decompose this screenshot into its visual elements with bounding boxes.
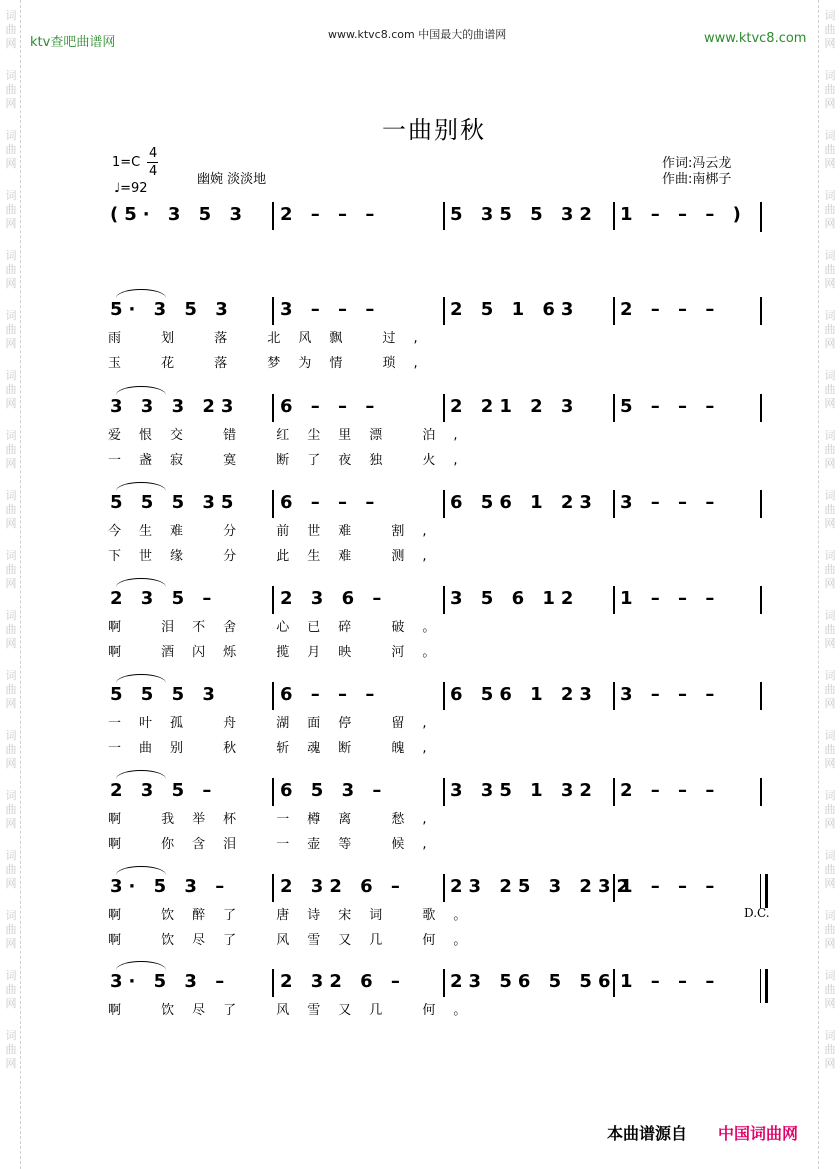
watermark-char: 词 — [5, 129, 17, 142]
barline — [272, 969, 274, 997]
watermark-char: 网 — [5, 517, 17, 530]
barline — [760, 202, 762, 232]
watermark-char: 网 — [824, 697, 836, 710]
barline — [443, 297, 445, 325]
measure-notes: 5 5 5 35 — [110, 492, 240, 513]
measure-notes: 23 25 3 232 — [450, 876, 635, 897]
header-center-text: www.ktvc8.com 中国最大的曲谱网 — [328, 28, 507, 41]
watermark-char: 词 — [824, 69, 836, 82]
mood-mark: 幽婉 淡淡地 — [197, 172, 267, 187]
watermark-char: 词 — [5, 729, 17, 742]
header-right-site-link[interactable]: www.ktvc8.com — [704, 31, 807, 46]
measure-notes: (5· 3 5 3 — [110, 204, 248, 225]
watermark-char: 词 — [5, 849, 17, 862]
watermark-char: 词 — [5, 309, 17, 322]
watermark-char: 曲 — [824, 23, 836, 36]
watermark-char: 网 — [824, 277, 836, 290]
watermark-char: 词 — [5, 249, 17, 262]
watermark-char: 词 — [824, 429, 836, 442]
watermark-char: 网 — [5, 757, 17, 770]
measure-notes: 3 – – – — [620, 492, 721, 513]
slur — [116, 866, 166, 875]
barline — [443, 394, 445, 422]
barline — [443, 490, 445, 518]
measure-notes: 3· 5 3 – — [110, 876, 231, 897]
lyric-line: 啊 饮尽了 风雪又几 何。 — [108, 933, 485, 948]
watermark-char: 曲 — [5, 503, 17, 516]
left-border-line — [20, 0, 21, 1169]
watermark-char: 词 — [5, 9, 17, 22]
watermark-char: 曲 — [824, 263, 836, 276]
barline — [272, 297, 274, 325]
watermark-char: 曲 — [824, 503, 836, 516]
barline — [443, 682, 445, 710]
watermark-char: 曲 — [824, 1043, 836, 1056]
watermark-char: 网 — [5, 817, 17, 830]
watermark-char: 曲 — [824, 623, 836, 636]
barline — [613, 202, 615, 230]
watermark-char: 曲 — [5, 203, 17, 216]
watermark-char: 曲 — [824, 203, 836, 216]
measure-notes: 5 5 5 3 — [110, 684, 221, 705]
watermark-char: 词 — [824, 609, 836, 622]
measure-notes: 2 3 6 – — [280, 588, 388, 609]
barline — [272, 202, 274, 230]
slur — [116, 386, 166, 395]
watermark-char: 词 — [5, 429, 17, 442]
watermark-char: 网 — [5, 397, 17, 410]
watermark-char: 词 — [5, 789, 17, 802]
watermark-char: 网 — [5, 1057, 17, 1070]
lyric-line: 一盏寂 寞 断了夜独 火, — [108, 453, 476, 468]
dc-mark: D.C. — [744, 906, 770, 920]
barline — [443, 778, 445, 806]
barline — [613, 394, 615, 422]
watermark-char: 网 — [5, 97, 17, 110]
watermark-char: 网 — [824, 997, 836, 1010]
measure-notes: 3 – – – — [280, 299, 381, 320]
watermark-char: 词 — [5, 909, 17, 922]
watermark-char: 词 — [824, 1029, 836, 1042]
measure-notes: 6 5 3 – — [280, 780, 388, 801]
watermark-char: 网 — [5, 637, 17, 650]
watermark-char: 词 — [5, 609, 17, 622]
slur — [116, 770, 166, 779]
measure-notes: 2 32 6 – — [280, 971, 406, 992]
watermark-char: 曲 — [5, 323, 17, 336]
measure-notes: 6 56 1 23 — [450, 684, 598, 705]
measure-notes: 3 3 3 23 — [110, 396, 240, 417]
final-barline — [760, 969, 768, 1003]
watermark-char: 曲 — [824, 923, 836, 936]
watermark-char: 曲 — [5, 263, 17, 276]
watermark-char: 网 — [5, 157, 17, 170]
right-border-line — [818, 0, 819, 1169]
watermark-char: 网 — [5, 937, 17, 950]
barline — [272, 778, 274, 806]
watermark-char: 曲 — [824, 143, 836, 156]
lyric-line: 啊 你含泪 一壶等 候, — [108, 837, 445, 852]
watermark-char: 网 — [824, 937, 836, 950]
measure-notes: 2 – – – — [620, 780, 721, 801]
watermark-char: 网 — [824, 397, 836, 410]
watermark-char: 网 — [5, 997, 17, 1010]
lyric-line: 下世缘 分 此生难 测, — [108, 549, 445, 564]
measure-notes: 2 32 6 – — [280, 876, 406, 897]
tempo-mark: ♩=92 — [114, 181, 148, 196]
time-signature-line — [147, 162, 158, 163]
lyric-line: 啊 饮醉了 唐诗宋词 歌。 — [108, 908, 485, 923]
barline — [760, 394, 762, 422]
slur — [116, 482, 166, 491]
watermark-char: 网 — [824, 1057, 836, 1070]
barline — [613, 778, 615, 806]
watermark-char: 曲 — [5, 863, 17, 876]
barline — [760, 682, 762, 710]
lyric-line: 爱恨交 错 红尘里漂 泊, — [108, 428, 476, 443]
watermark-char: 曲 — [5, 23, 17, 36]
measure-notes: 6 – – – — [280, 492, 381, 513]
watermark-char: 词 — [5, 489, 17, 502]
lyric-line: 啊 泪不舍 心已碎 破。 — [108, 620, 454, 635]
barline — [613, 490, 615, 518]
barline — [272, 394, 274, 422]
measure-notes: 5· 3 5 3 — [110, 299, 234, 320]
watermark-char: 曲 — [5, 1043, 17, 1056]
watermark-char: 网 — [5, 217, 17, 230]
watermark-char: 词 — [824, 369, 836, 382]
watermark-char: 词 — [824, 9, 836, 22]
watermark-char: 曲 — [5, 803, 17, 816]
measure-notes: 3 35 1 32 — [450, 780, 598, 801]
measure-notes: 5 – – – — [620, 396, 721, 417]
measure-notes: 3 5 6 12 — [450, 588, 580, 609]
watermark-char: 网 — [824, 157, 836, 170]
measure-notes: 2 3 5 – — [110, 780, 218, 801]
watermark-char: 词 — [5, 969, 17, 982]
slur — [116, 961, 166, 970]
watermark-char: 网 — [5, 457, 17, 470]
watermark-char: 曲 — [824, 863, 836, 876]
watermark-char: 词 — [824, 729, 836, 742]
watermark-char: 曲 — [824, 443, 836, 456]
watermark-char: 网 — [5, 877, 17, 890]
watermark-char: 网 — [5, 697, 17, 710]
watermark-char: 词 — [5, 549, 17, 562]
watermark-char: 网 — [5, 577, 17, 590]
measure-notes: 3· 5 3 – — [110, 971, 231, 992]
watermark-char: 曲 — [824, 383, 836, 396]
barline — [760, 586, 762, 614]
measure-notes: 1 – – – — [620, 588, 721, 609]
watermark-char: 曲 — [824, 83, 836, 96]
right-watermark-column — [821, 0, 839, 1169]
watermark-char: 网 — [824, 637, 836, 650]
lyric-line: 今生难 分 前世难 割, — [108, 524, 445, 539]
header-left-site-link[interactable]: ktv查吧曲谱网 — [30, 35, 116, 50]
measure-notes: 2 – – – — [280, 204, 381, 225]
watermark-char: 网 — [824, 217, 836, 230]
measure-notes: 2 21 2 3 — [450, 396, 580, 417]
measure-notes: 6 – – – — [280, 684, 381, 705]
watermark-char: 网 — [824, 877, 836, 890]
lyric-line: 啊 酒闪烁 揽月映 河。 — [108, 645, 454, 660]
lyric-line: 玉 花 落 梦为情 琐, — [108, 356, 436, 371]
footer-source-label: 本曲谱源自 — [607, 1124, 688, 1143]
barline — [613, 969, 615, 997]
watermark-char: 曲 — [824, 743, 836, 756]
watermark-char: 网 — [824, 757, 836, 770]
measure-notes: 2 5 1 63 — [450, 299, 580, 320]
watermark-char: 曲 — [824, 323, 836, 336]
watermark-char: 词 — [824, 489, 836, 502]
watermark-char: 词 — [824, 849, 836, 862]
watermark-char: 网 — [5, 277, 17, 290]
watermark-char: 词 — [5, 669, 17, 682]
left-watermark-column — [2, 0, 20, 1169]
watermark-char: 曲 — [824, 803, 836, 816]
time-signature-bottom: 4 — [149, 164, 158, 179]
lyric-line: 一叶孤 舟 湖面停 留, — [108, 716, 445, 731]
measure-notes: 23 56 5 56 — [450, 971, 617, 992]
lyric-line: 啊 饮尽了 风雪又几 何。 — [108, 1003, 485, 1018]
lyricist-credit: 作词:冯云龙 — [662, 156, 732, 171]
watermark-char: 曲 — [5, 983, 17, 996]
watermark-char: 词 — [824, 249, 836, 262]
watermark-char: 网 — [824, 817, 836, 830]
watermark-char: 曲 — [824, 683, 836, 696]
watermark-char: 网 — [824, 337, 836, 350]
watermark-char: 曲 — [5, 83, 17, 96]
watermark-char: 词 — [5, 1029, 17, 1042]
measure-notes: 3 – – – — [620, 684, 721, 705]
watermark-char: 词 — [5, 189, 17, 202]
watermark-char: 词 — [824, 909, 836, 922]
barline — [443, 202, 445, 230]
watermark-char: 词 — [824, 309, 836, 322]
measure-notes: 1 – – – — [620, 876, 721, 897]
barline — [443, 969, 445, 997]
measure-notes: 6 – – – — [280, 396, 381, 417]
barline — [443, 874, 445, 902]
barline — [613, 586, 615, 614]
watermark-char: 曲 — [5, 923, 17, 936]
watermark-char: 曲 — [5, 563, 17, 576]
watermark-char: 网 — [5, 337, 17, 350]
slur — [116, 289, 166, 298]
watermark-char: 网 — [824, 457, 836, 470]
time-signature-top: 4 — [149, 146, 158, 161]
watermark-char: 网 — [824, 517, 836, 530]
watermark-char: 曲 — [5, 383, 17, 396]
composer-credit: 作曲:南梆子 — [662, 172, 732, 187]
key-signature: 1=C — [112, 155, 141, 170]
watermark-char: 曲 — [824, 563, 836, 576]
barline — [272, 874, 274, 902]
measure-notes: 1 – – – ) — [620, 204, 747, 225]
watermark-char: 词 — [824, 189, 836, 202]
lyric-line: 啊 我举杯 一樽离 愁, — [108, 812, 445, 827]
watermark-char: 网 — [824, 97, 836, 110]
slur — [116, 578, 166, 587]
watermark-char: 曲 — [5, 443, 17, 456]
watermark-char: 词 — [5, 69, 17, 82]
watermark-char: 词 — [824, 129, 836, 142]
lyric-line: 一曲别 秋 斩魂断 魄, — [108, 741, 445, 756]
watermark-char: 曲 — [5, 623, 17, 636]
watermark-char: 曲 — [5, 143, 17, 156]
barline — [613, 682, 615, 710]
final-barline — [760, 874, 768, 908]
footer-source-site[interactable]: 中国词曲网 — [718, 1124, 799, 1143]
slur — [116, 674, 166, 683]
barline — [613, 297, 615, 325]
barline — [613, 874, 615, 902]
measure-notes: 6 56 1 23 — [450, 492, 598, 513]
watermark-char: 词 — [824, 789, 836, 802]
barline — [760, 297, 762, 325]
watermark-char: 词 — [824, 669, 836, 682]
barline — [760, 490, 762, 518]
watermark-char: 词 — [824, 549, 836, 562]
measure-notes: 2 3 5 – — [110, 588, 218, 609]
watermark-char: 曲 — [5, 743, 17, 756]
watermark-char: 词 — [5, 369, 17, 382]
barline — [272, 490, 274, 518]
barline — [760, 778, 762, 806]
watermark-char: 网 — [824, 37, 836, 50]
watermark-char: 网 — [5, 37, 17, 50]
barline — [443, 586, 445, 614]
lyric-line: 雨 划 落 北风飘 过, — [108, 331, 436, 346]
watermark-char: 网 — [824, 577, 836, 590]
watermark-char: 曲 — [824, 983, 836, 996]
measure-notes: 2 – – – — [620, 299, 721, 320]
song-title: 一曲别秋 — [382, 116, 486, 144]
measure-notes: 5 35 5 32 — [450, 204, 598, 225]
barline — [272, 682, 274, 710]
barline — [272, 586, 274, 614]
measure-notes: 1 – – – — [620, 971, 721, 992]
watermark-char: 词 — [824, 969, 836, 982]
watermark-char: 曲 — [5, 683, 17, 696]
